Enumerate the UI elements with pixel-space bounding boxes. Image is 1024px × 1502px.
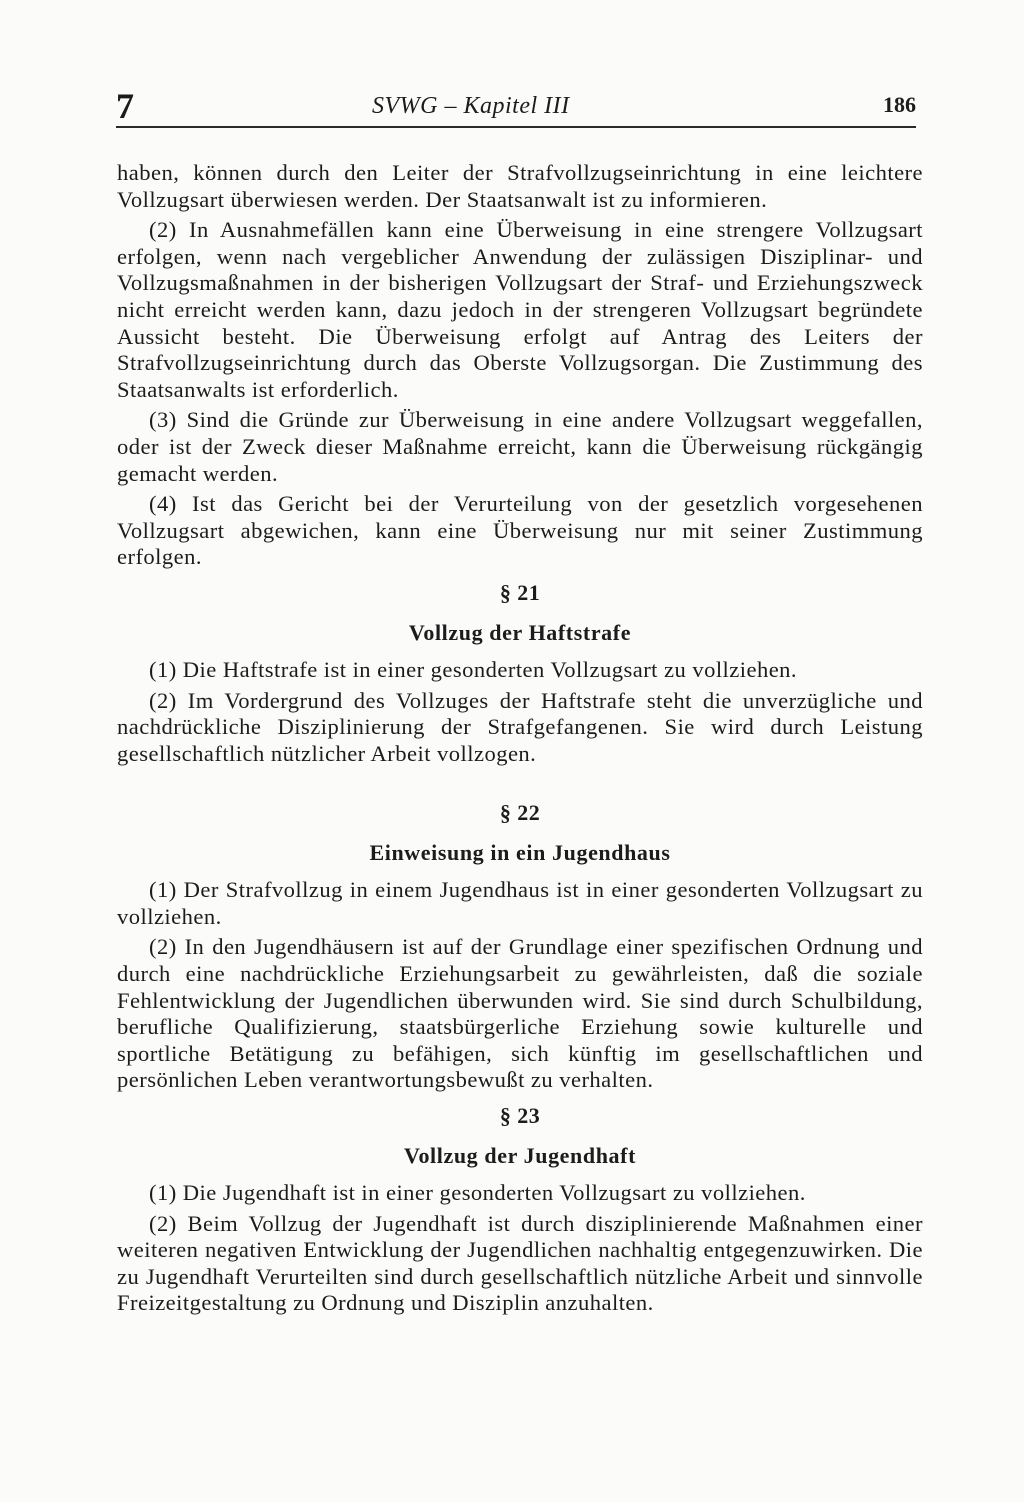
paragraph-s22-1: (1) Der Strafvollzug in einem Jugendhaus ist in einer gesonderten Vollzugsart zu vollziehen. [117, 877, 923, 929]
section-23-title: Vollzug der Jugendhaft [403, 1143, 637, 1169]
section-22-number: § 22 [499, 800, 541, 826]
paragraph-s22-2: (2) In den Jugendhäusern ist auf der Grundlage einer spezifischen Ordnung und durch eine nachdrückliche Erziehungsarbeit zu gewährleisten, daß die soziale Fehlentwicklung der Jugendlichen überwunden wird. Sie sind durch Schulbildung, berufliche Qualifizierung, staatsbürgerliche Erziehung sowie kulturelle und sportliche Betätigung zu befähigen, sich künftig im gesellschaftlichen und persönlichen Leben verantwortungsbewußt zu verhalten. [117, 934, 923, 1093]
paragraph-s20-2: (2) In Ausnahmefällen kann eine Überweisung in eine strengere Vollzugsart erfolgen, wenn nach vergeblicher Anwendung der zulässigen Disziplinar- und Vollzugsmaßnahmen in der bisherigen Vollzugsart der Straf- und Erziehungszweck nicht erreicht werden kann, dazu jedoch in der strengeren Vollzugsart begründete Aussicht besteht. Die Überweisung erfolgt auf Antrag des Leiters der Strafvollzugseinrichtung durch das Oberste Vollzugsorgan. Die Zustimmung des Staatsanwalts ist erforderlich. [117, 217, 923, 402]
paragraph-s21-2: (2) Im Vordergrund des Vollzuges der Haftstrafe steht die unverzügliche und nachdrückliche Disziplinierung der Strafgefangenen. Sie wird durch Leistung gesellschaftlich nützlicher Arbeit vollzogen. [117, 687, 923, 766]
paragraph-s20-3: (3) Sind die Gründe zur Überweisung in eine andere Vollzugsart weggefallen, oder ist der Zweck dieser Maßnahme erreicht, kann die Überweisung rückgängig gemacht werden. [117, 407, 923, 486]
page-number: 186 [883, 92, 916, 117]
section-21-title: Vollzug der Haftstrafe [408, 619, 632, 645]
section-gap [117, 771, 923, 791]
section-22-title: Einweisung in ein Jugendhaus [369, 840, 671, 866]
paragraph-s23-1: (1) Die Jugendhaft ist in einer gesonderten Vollzugsart zu vollziehen. [149, 1180, 806, 1206]
page-header [116, 86, 916, 128]
page-body [117, 160, 923, 1321]
paragraph-s21-1: (1) Die Haftstrafe ist in einer gesonderten Vollzugsart zu vollziehen. [149, 656, 798, 682]
running-title: SVWG – Kapitel III [372, 93, 570, 119]
paragraph-intro: haben, können durch den Leiter der Strafvollzugseinrichtung in eine leichtere Vollzugsart überwiesen werden. Der Staatsanwalt ist zu informieren. [117, 160, 923, 212]
paragraph-s20-4: (4) Ist das Gericht bei der Verurteilung von der gesetzlich vorgesehenen Vollzugsart abgewichen, kann eine Überweisung nur mit seiner Zustimmung erfolgen. [117, 491, 923, 570]
section-23-number: § 23 [499, 1103, 541, 1129]
paragraph-s23-2: (2) Beim Vollzug der Jugendhaft ist durch disziplinierende Maßnahmen einer weiteren negativen Entwicklung der Jugendlichen nachhaltig entgegenzuwirken. Die zu Jugendhaft Verurteilten sind durch gesellschaftlich nützliche Arbeit und sinnvolle Freizeitgestaltung zu Ordnung und Disziplin anzuhalten. [117, 1210, 923, 1316]
chapter-number: 7 [116, 86, 134, 126]
section-21-number: § 21 [499, 579, 541, 605]
